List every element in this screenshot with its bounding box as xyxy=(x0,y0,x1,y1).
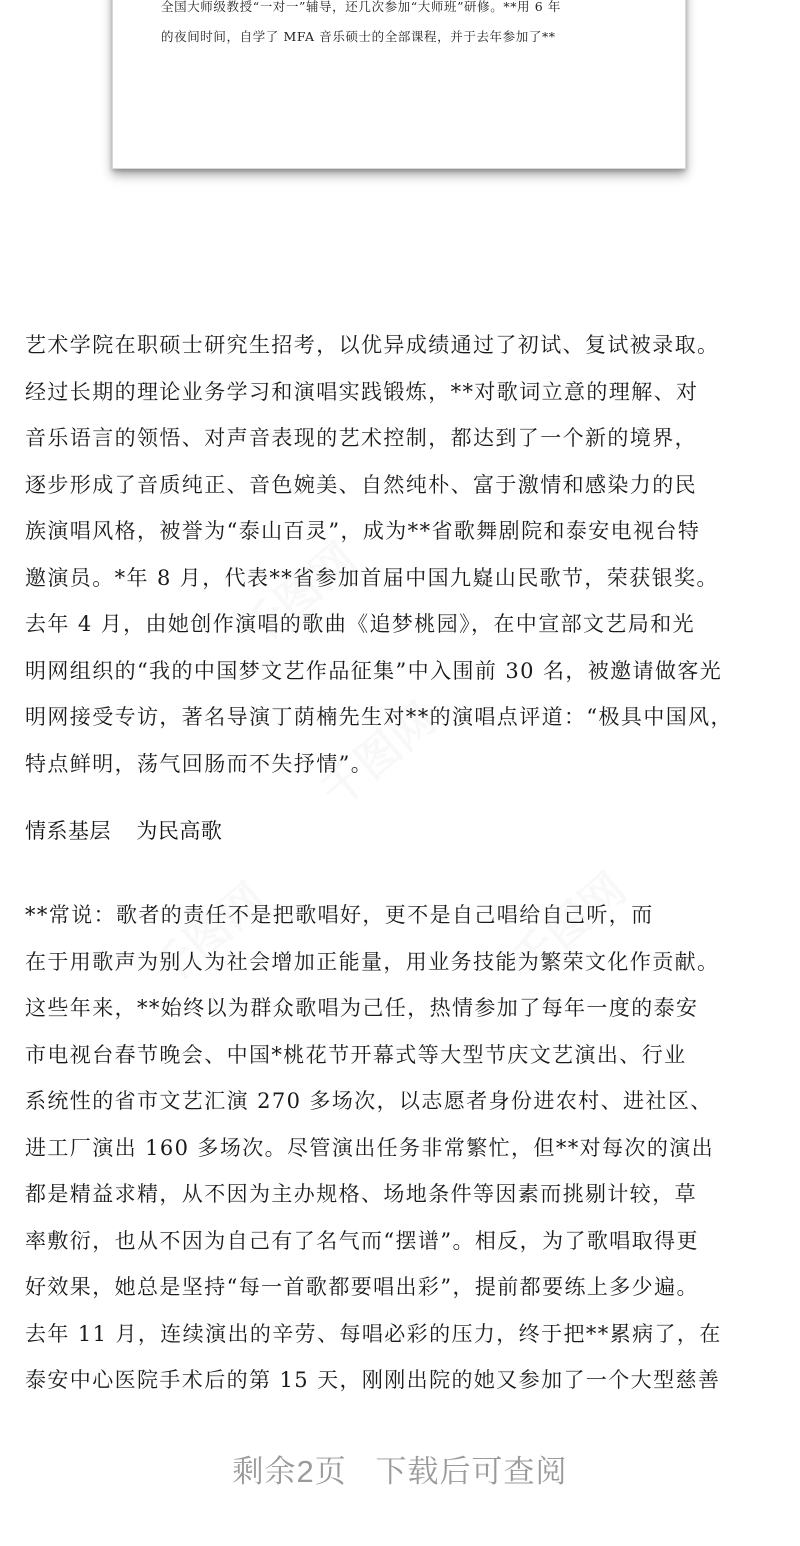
paragraph-line: 特点鲜明，荡气回肠而不失抒情”。 xyxy=(25,751,374,776)
paragraph-line: 音乐语言的领悟、对声音表现的艺术控制，都达到了一个新的境界， xyxy=(25,426,697,450)
remaining-pages-notice[interactable]: 剩余2页 下载后可查阅 xyxy=(232,1454,568,1489)
paragraph-line: 泰安中心医院手术后的第 15 天，刚刚出院的她又参加了一个大型慈善 xyxy=(25,1368,721,1392)
paragraph-line: 明网组织的“我的中国梦文艺作品征集”中入围前 30 名，被邀请做客光 xyxy=(25,658,723,683)
preview-line: 的夜间时间，自学了 MFA 音乐硕士的全部课程，并于去年参加了** xyxy=(161,29,556,44)
page-preview-card xyxy=(112,0,686,169)
paragraph-line: **常说：歌者的责任不是把歌唱好，更不是自己唱给自己听，而 xyxy=(25,903,654,927)
paragraph-line: 系统性的省市文艺汇演 270 多场次，以志愿者身份进农村、进社区、 xyxy=(25,1089,713,1113)
paragraph-line: 族演唱风格，被誉为“泰山百灵”，成为**省歌舞剧院和泰安电视台特 xyxy=(25,519,701,543)
paragraph-line: 艺术学院在职硕士研究生招考，以优异成绩通过了初试、复试被录取。 xyxy=(25,333,720,357)
section-heading: 情系基层 为民高歌 xyxy=(25,820,223,843)
watermark-logo: 千图网 xyxy=(232,534,366,657)
watermark-logo: 千图网 xyxy=(142,874,276,997)
paragraph-line: 都是精益求精，从不因为主办规格、场地条件等因素而挑剔计较，草 xyxy=(25,1182,697,1206)
paragraph-line: 市电视台春节晚会、中国*桃花节开幕式等大型节庆文艺演出、行业 xyxy=(25,1042,687,1067)
preview-line: 全国大师级教授“一对一”辅导，还几次参加“大师班”研修。**用 6 年 xyxy=(161,0,561,14)
body-paragraph xyxy=(25,322,785,787)
paragraph-line: 进工厂演出 160 多场次。尽管演出任务非常繁忙，但**对每次的演出 xyxy=(25,1135,715,1160)
paragraph-line: 率敷衍，也从不因为自己有了名气而“摆谱”。相反，为了歌唱取得更 xyxy=(25,1228,699,1253)
body-paragraph xyxy=(25,892,785,1404)
paragraph-line: 明网接受专访，著名导演丁荫楠先生对**的演唱点评道：“极具中国风， xyxy=(25,705,733,729)
paragraph-line: 在于用歌声为别人为社会增加正能量，用业务技能为繁荣文化作贡献。 xyxy=(25,949,720,974)
paragraph-line: 经过长期的理论业务学习和演唱实践锻炼，**对歌词立意的理解、对 xyxy=(25,379,699,404)
paragraph-line: 逐步形成了音质纯正、音色婉美、自然纯朴、富于激情和感染力的民 xyxy=(25,472,697,497)
paragraph-line: 去年 4 月，由她创作演唱的歌曲《追梦桃园》，在中宣部文艺局和光 xyxy=(25,612,696,636)
paragraph-line: 邀演员。*年 8 月，代表**省参加首届中国九嶷山民歌节，荣获银奖。 xyxy=(25,565,719,590)
paragraph-line: 好效果，她总是坚持“每一首歌都要唱出彩”，提前都要练上多少遍。 xyxy=(25,1275,699,1299)
watermark-logo: 千图网 xyxy=(502,864,636,987)
watermark-logo: 千图网 xyxy=(312,694,446,817)
paragraph-line: 去年 11 月，连续演出的辛劳、每唱必彩的压力，终于把**累病了，在 xyxy=(25,1321,722,1346)
paragraph-line: 这些年来，**始终以为群众歌唱为己任，热情参加了每年一度的泰安 xyxy=(25,996,699,1020)
